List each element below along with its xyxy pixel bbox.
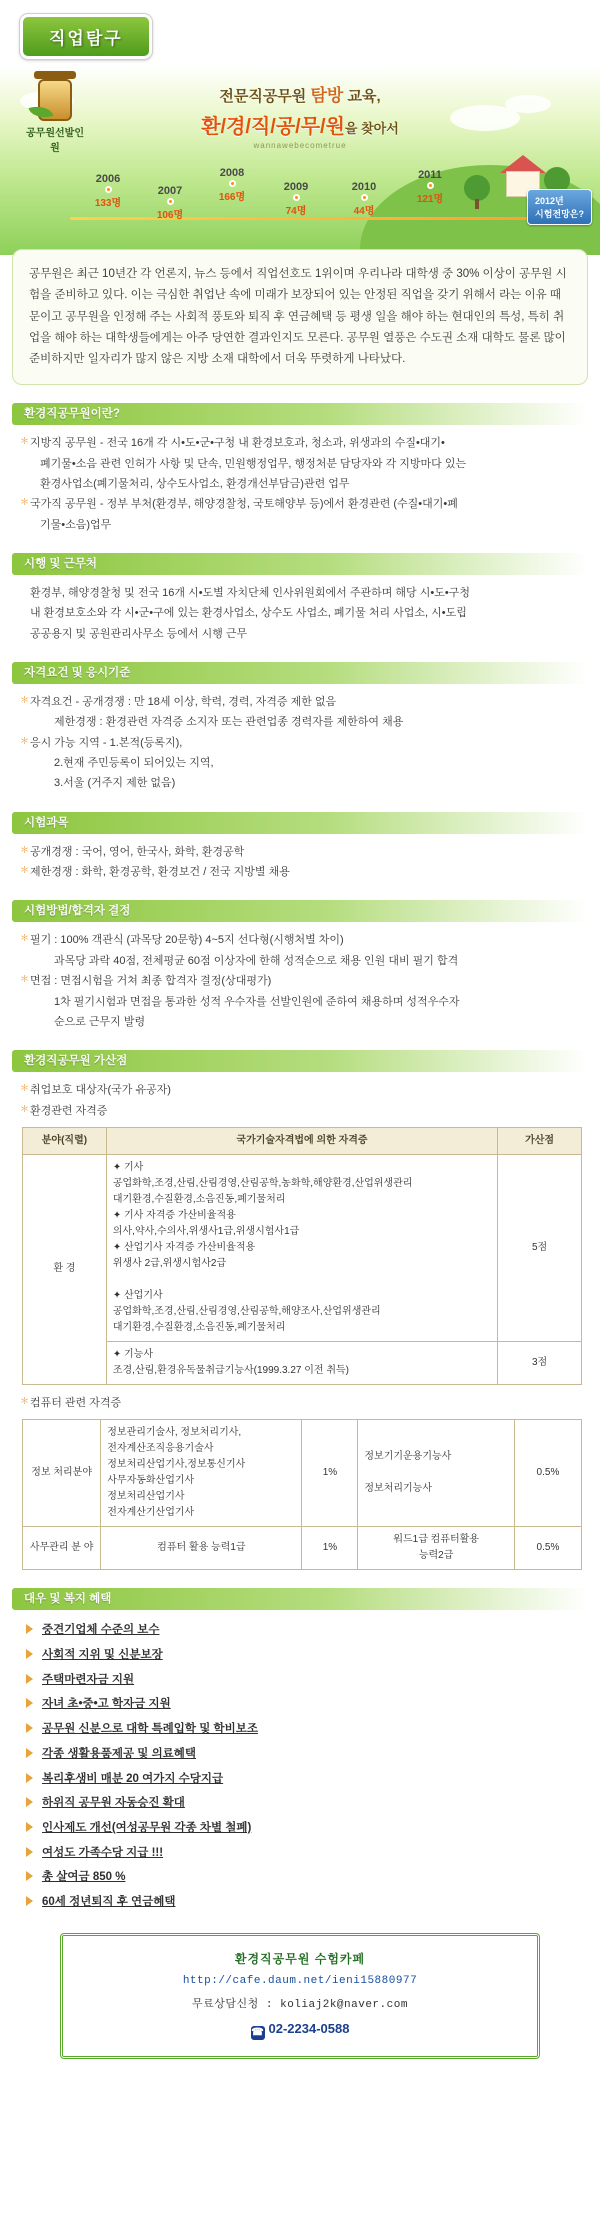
table-row <box>23 1527 582 1570</box>
lamp-icon <box>26 71 84 154</box>
timeline-count: 74명 <box>285 206 307 217</box>
body-line: ＊ 제한경쟁 : 화학, 환경공학, 환경보건 / 전국 지방별 채용 <box>20 862 584 882</box>
footer-url[interactable]: http://cafe.daum.net/ieni15880977 <box>182 1974 418 1987</box>
timeline-dot <box>361 194 368 201</box>
cert-line: 위생사 2급,위생시험사2급 <box>112 1257 227 1269</box>
section-header-subjects: 시험과목 <box>12 812 588 834</box>
phone-icon: ☎ <box>251 2026 264 2038</box>
body-line: ＊ 면접 : 면접시험을 거쳐 최종 합격자 결정(상대평가) <box>20 971 584 991</box>
cert-line: ✦ 기사 <box>112 1161 144 1173</box>
cell-points-5: 5점 <box>498 1154 582 1341</box>
table-header-row <box>23 1127 582 1154</box>
cert-line: 전자계산기산업기사 <box>107 1507 195 1519</box>
hero-subtext: wannawebecometrue <box>253 141 347 150</box>
qualification-table-wrap <box>22 1127 582 1385</box>
table-row <box>23 1341 582 1384</box>
body-line: 기물•소음)업무 <box>40 518 112 531</box>
timeline-item <box>400 169 460 205</box>
body-line: 3.서울 (거주지 제한 없음) <box>54 777 176 790</box>
body-line: 순으로 근무지 발령 <box>54 1015 146 1028</box>
benefit-text: 자녀 초•중•고 학자금 지원 <box>42 1698 171 1711</box>
benefit-text: 중견기업체 수준의 보수 <box>42 1624 160 1637</box>
body-line: ＊ 국가직 공무원 - 정부 부처(환경부, 해양경찰청, 국토해양부 등)에서 환경관련 (수질•대기•폐 <box>20 494 584 514</box>
benefit-text: 주택마련자금 지원 <box>42 1673 135 1686</box>
benefit-item <box>26 1717 584 1742</box>
cell-cert-list-info-secondary <box>358 1420 515 1527</box>
benefit-item <box>26 1668 584 1693</box>
cell-field-info-processing: 정보 처리분야 <box>23 1420 101 1527</box>
benefit-item <box>26 1791 584 1816</box>
timeline-count: 133명 <box>94 198 122 209</box>
section-header-method: 시험방법/합격자 결정 <box>12 900 588 922</box>
cert-line: 공업화학,조경,산림,산림경영,산림공학,농화학,해양환경,산업위생관리 <box>112 1177 413 1189</box>
cert-line <box>113 1272 491 1288</box>
cert-line: 대기환경,수질환경,소음진동,폐기물처리 <box>112 1193 286 1205</box>
timeline-count: 166명 <box>218 192 246 203</box>
body-line: 폐기물•소음 관련 인허가 사항 및 단속, 민원행정업무, 행정처분 담당자와 각 지방마다 있는 <box>40 457 467 470</box>
hero-title <box>0 65 600 150</box>
benefit-text: 복리후생비 매분 20 여가지 수당지급 <box>42 1772 224 1785</box>
section-body-subjects <box>20 842 584 883</box>
body-line: ＊ 지방직 공무원 - 전국 16개 각 시•도•군•구청 내 환경보호과, 청소과, 위생과의 수질•대기• <box>20 433 584 453</box>
table-header-points: 가산점 <box>498 1127 582 1154</box>
section-body-definition <box>20 433 584 535</box>
cert-line <box>364 1465 508 1481</box>
selection-timeline <box>0 167 600 255</box>
cert-line: 워드1급 컴퓨터활용 <box>393 1534 479 1546</box>
cert-line: 의사,약사,수의사,위생사1급,위생시험사1급 <box>112 1225 300 1237</box>
section-body-requirements <box>20 692 584 794</box>
timeline-item <box>202 167 262 203</box>
body-line: 환경사업소(폐기물처리, 상수도사업소, 환경개선부담금)관련 업무 <box>40 478 350 491</box>
footer-title: 환경직공무원 수험카페 <box>234 1951 366 1966</box>
cert-line: ✦ 기능사 <box>112 1348 153 1360</box>
computer-cert-label: ＊ 컴퓨터 관련 자격증 <box>20 1393 584 1413</box>
cell-cert-list-5pt <box>106 1154 497 1341</box>
body-line: ＊ 응시 가능 지역 - 1.본적(등록지), <box>20 733 584 753</box>
timeline-year: 2010 <box>351 181 377 193</box>
benefit-item <box>26 1643 584 1668</box>
cert-line: 공업화학,조경,산림,산림경영,산림공학,해양조사,산업위생관리 <box>112 1305 381 1317</box>
cell-rate-1pct: 1% <box>302 1420 358 1527</box>
footer-phone: 02-2234-0588 <box>268 2020 350 2036</box>
benefit-text: 사회적 지위 및 신분보장 <box>42 1648 163 1661</box>
section-header-requirements: 자격요건 및 응시기준 <box>12 662 588 684</box>
section-body-bonus <box>20 1080 584 1121</box>
body-line: 공공용지 및 공원관리사무소 등에서 시행 근무 <box>30 627 248 640</box>
benefit-item <box>26 1692 584 1717</box>
cert-line: 조경,산림,환경유독물취급기능사(1999.3.27 이전 취득) <box>112 1364 349 1376</box>
cell-rate-1pct: 1% <box>302 1527 358 1570</box>
cell-cert-office: 컴퓨터 활용 능력1급 <box>101 1527 302 1570</box>
section-header-bonus: 환경직공무원 가산점 <box>12 1050 588 1072</box>
benefit-item <box>26 1742 584 1767</box>
cert-line: 정보처리기능사 <box>364 1483 432 1495</box>
section-header-workplace: 시행 및 근무처 <box>12 553 588 575</box>
timeline-item <box>140 185 200 221</box>
body-line: 환경부, 해양경찰청 및 전국 16개 시•도별 자치단체 인사위원회에서 주관하며 해당 시•도•구청 <box>30 587 470 600</box>
intro-paragraph-box <box>12 249 588 385</box>
computer-cert-label-wrap <box>20 1393 584 1413</box>
cell-field-office-admin: 사무관리 분 야 <box>23 1527 101 1570</box>
body-line: 2.현재 주민등록이 되어있는 지역, <box>54 757 214 770</box>
benefit-text: 공무원 신분으로 대학 특례입학 및 학비보조 <box>42 1723 258 1736</box>
page-title-badge: 직업탐구 <box>20 14 152 59</box>
section-header-benefits: 대우 및 복지 혜택 <box>12 1588 588 1610</box>
benefit-text: 인사제도 개선(여성공무원 각종 차별 철폐) <box>42 1821 252 1834</box>
cert-line: ✦ 기사 자격증 가산비율적용 <box>112 1209 236 1221</box>
table-header-field: 분야(직렬) <box>23 1127 107 1154</box>
benefit-text: 총 살여금 850 % <box>42 1871 126 1884</box>
cell-cert-list-3pt <box>106 1341 497 1384</box>
forecast-badge-text: 시험전망은? <box>535 209 584 219</box>
footer-email[interactable]: 무료상담신청 : koliaj2k@naver.com <box>192 1998 408 2011</box>
timeline-year: 2011 <box>418 169 442 181</box>
body-line: 제한경쟁 : 환경관련 자격증 소지자 또는 관련업종 경력자를 제한하여 채용 <box>54 716 404 729</box>
benefit-item <box>26 1865 584 1890</box>
hero-line1-pre: 전문직공무원 <box>219 88 311 105</box>
forecast-badge-2012 <box>527 189 592 225</box>
timeline-count: 106명 <box>156 210 184 221</box>
cell-rate-half-pct: 0.5% <box>514 1527 581 1570</box>
timeline-dot <box>105 186 112 193</box>
cell-points-3: 3점 <box>498 1341 582 1384</box>
section-body-method <box>20 930 584 1032</box>
cert-line: 전자계산조직응용기술사 <box>107 1443 214 1455</box>
computer-qualification-table <box>22 1419 582 1570</box>
benefit-item <box>26 1816 584 1841</box>
intro-paragraph: 공무원은 최근 10년간 각 언론지, 뉴스 등에서 직업선호도 1위이며 우리나라 대학생 중 30% 이상이 공무원 시험을 준비하고 있다. 이는 극심한 취업난 속에 미래가 보장되어 있는 안정된 직업을 갖기 위해서 라는 이유 때문이고 공무원을 인정해 주는 사회적 풍토와 퇴직 후 연금혜택 등 평생 일을 해야 하는 현대인의 특성, 특히 취업을 해야 하는 대학생들에게는 아주 당연한 결과인지도 모른다. 공무원 열풍은 수도권 소재 대학도 물론 많이 준비하지만 일자리가 많지 않은 지방 소재 대학에서 더욱 뚜렷하게 나타났다. <box>29 268 567 366</box>
table-row <box>23 1420 582 1527</box>
section-header-definition: 환경직공무원이란? <box>12 403 588 425</box>
body-line: 과목당 과락 40점, 전체평균 60점 이상자에 한해 성적순으로 채용 인원 대비 필기 합격 <box>54 954 459 967</box>
forecast-badge-year: 2012년 <box>535 196 564 206</box>
timeline-item <box>334 181 394 217</box>
cell-field-environment: 환 경 <box>23 1154 107 1384</box>
timeline-dot <box>293 194 300 201</box>
header-bar <box>0 0 600 65</box>
cert-line: 정보기기운용기능사 <box>364 1451 452 1463</box>
body-line: ＊ 자격요건 - 공개경쟁 : 만 18세 이상, 학력, 경력, 자격증 제한 없음 <box>20 692 584 712</box>
timeline-year: 2007 <box>157 185 183 197</box>
body-line: ＊ 취업보호 대상자(국가 유공자) <box>20 1080 584 1100</box>
cert-line: 정보처리산업기사 <box>107 1491 185 1503</box>
cert-line: ✦ 산업기사 <box>112 1289 163 1301</box>
timeline-item <box>266 181 326 217</box>
cert-line: 정보관리기술사, 정보처리기사, <box>107 1427 242 1439</box>
body-line: 1차 필기시험과 면접을 통과한 성적 우수자를 선발인원에 준하여 채용하며 성적우수자 <box>54 995 460 1008</box>
cell-rate-half-pct: 0.5% <box>514 1420 581 1527</box>
benefit-item <box>26 1890 584 1915</box>
body-line: ＊ 환경관련 자격증 <box>20 1101 584 1121</box>
body-line: ＊ 필기 : 100% 객관식 (과목당 20문항) 4~5지 선다형(시행처별 차이) <box>20 930 584 950</box>
body-line: ＊ 공개경쟁 : 국어, 영어, 한국사, 화학, 환경공학 <box>20 842 584 862</box>
timeline-dot <box>229 180 236 187</box>
cert-line: ✦ 산업기사 자격증 가산비율적용 <box>112 1241 256 1253</box>
timeline-dot <box>167 198 174 205</box>
benefits-list <box>26 1618 584 1915</box>
hero-banner <box>0 65 600 255</box>
cert-line: 정보처리산업기사,정보통신기사 <box>107 1459 246 1471</box>
emblem-label: 공무원선발인원 <box>26 128 84 154</box>
benefit-item <box>26 1841 584 1866</box>
timeline-year: 2009 <box>283 181 309 193</box>
cert-line: 사무자동화산업기사 <box>107 1475 195 1487</box>
hero-line1-post: 교육, <box>343 88 381 105</box>
body-line: 내 환경보호소와 각 시•군•구에 있는 환경사업소, 상수도 사업소, 폐기물 처리 사업소, 시•도립 <box>30 607 467 620</box>
qualification-table <box>22 1127 582 1385</box>
timeline-dot <box>427 182 434 189</box>
benefit-text: 60세 정년퇴직 후 연금혜택 <box>42 1896 176 1909</box>
benefit-text: 여성도 가족수당 지급 !!! <box>42 1846 164 1859</box>
hero-line1-highlight: 탐방 <box>310 86 344 105</box>
table-row <box>23 1154 582 1341</box>
benefit-text: 각종 생활용품제공 및 의료혜택 <box>42 1747 197 1760</box>
timeline-count: 44명 <box>353 206 375 217</box>
benefit-item <box>26 1767 584 1792</box>
benefit-item <box>26 1618 584 1643</box>
cert-line: 능력2급 <box>418 1550 454 1562</box>
footer-phone-row <box>73 2021 527 2040</box>
table-header-certs: 국가기술자격법에 의한 자격증 <box>106 1127 497 1154</box>
timeline-year: 2006 <box>95 173 121 185</box>
hero-line2-suffix: 을 찾아서 <box>344 121 399 136</box>
section-body-workplace <box>20 583 584 644</box>
cell-cert-list-info <box>101 1420 302 1527</box>
cell-cert-office-secondary <box>358 1527 515 1570</box>
timeline-item <box>78 173 138 209</box>
timeline-year: 2008 <box>219 167 245 179</box>
computer-table-wrap <box>22 1419 582 1570</box>
hero-line2: 환/경/직/공/무/원 <box>201 116 345 138</box>
benefit-text: 하위직 공무원 자동승진 확대 <box>42 1797 185 1810</box>
footer-contact-box <box>60 1933 540 2059</box>
timeline-count: 121명 <box>416 194 444 205</box>
cert-line: 대기환경,수질환경,소음진동,폐기물처리 <box>112 1321 286 1333</box>
